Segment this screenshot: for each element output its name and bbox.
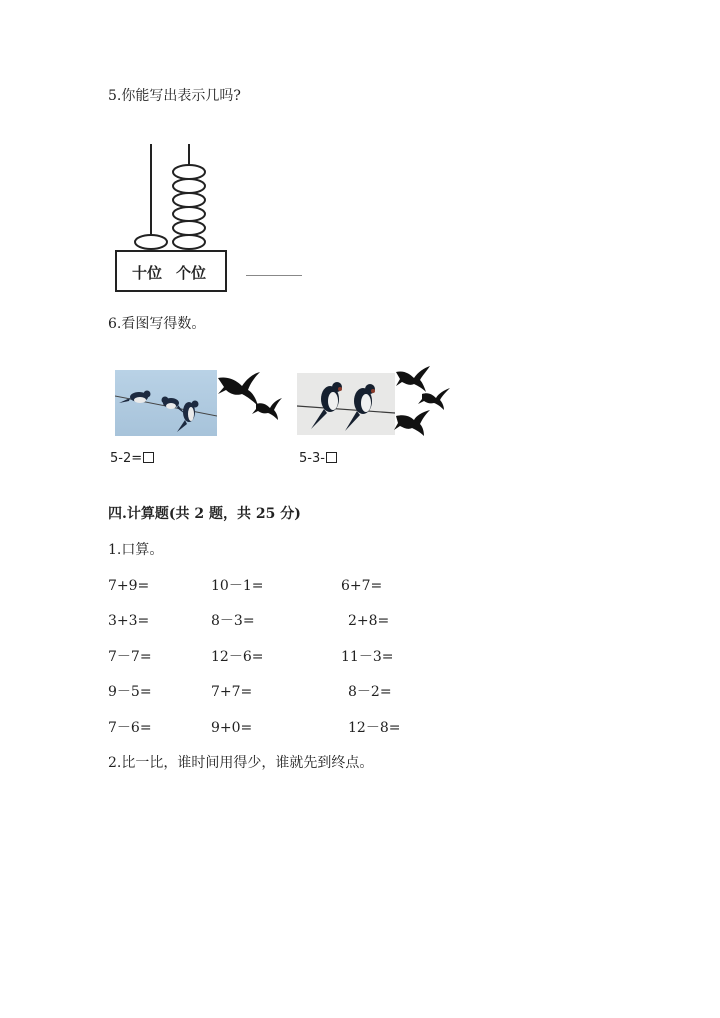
q1-title: 1.口算。 — [108, 542, 164, 558]
abacus — [108, 140, 238, 296]
arith-item: 3+3= — [108, 613, 150, 629]
flying-swallows-2 — [394, 362, 456, 442]
q2-title: 2.比一比，谁时间用得少，谁就先到终点。 — [108, 755, 374, 771]
q5-title: 5.你能写出表示几吗? — [108, 88, 241, 104]
arith-item: 11－3= — [341, 649, 394, 665]
swallow-silhouette-icon — [396, 366, 430, 392]
answer-blank-line — [246, 275, 302, 276]
arith-item: 9－5= — [108, 684, 152, 700]
arith-item: 7+7= — [211, 684, 253, 700]
q6-equation-2: 5-3- — [299, 451, 337, 466]
swallow-silhouette-icon — [218, 372, 260, 406]
arith-item: 7－7= — [108, 649, 152, 665]
ones-bead — [173, 179, 205, 193]
ones-bead — [173, 235, 205, 249]
q6-title: 6.看图写得数。 — [108, 316, 206, 332]
swallow-silhouette-icon — [394, 410, 430, 436]
arith-item: 2+8= — [348, 613, 390, 629]
arith-item: 9+0= — [211, 720, 253, 736]
answer-box[interactable] — [326, 452, 337, 463]
arith-item: 7+9= — [108, 578, 150, 594]
ones-bead — [173, 165, 205, 179]
arith-item: 12－8= — [348, 720, 401, 736]
arith-item: 10－1= — [211, 578, 264, 594]
ones-bead — [173, 193, 205, 207]
swallows-photo-2 — [297, 373, 395, 435]
tens-label: 十位 — [132, 264, 163, 282]
arith-item: 8－3= — [211, 613, 255, 629]
answer-box[interactable] — [143, 452, 154, 463]
arith-item: 12－6= — [211, 649, 264, 665]
ones-bead — [173, 207, 205, 221]
q6-equation-1: 5-2= — [110, 451, 154, 466]
flying-swallows-1 — [216, 370, 284, 424]
swallows-photo-1 — [115, 370, 217, 436]
ones-bead — [173, 221, 205, 235]
section-heading: 四.计算题(共 2 题，共 25 分) — [108, 506, 301, 522]
tens-bead — [135, 235, 167, 249]
swallow-silhouette-icon — [418, 388, 450, 410]
arith-item: 7－6= — [108, 720, 152, 736]
ones-label: 个位 — [176, 264, 207, 282]
arith-item: 6+7= — [341, 578, 383, 594]
arith-item: 8－2= — [348, 684, 392, 700]
